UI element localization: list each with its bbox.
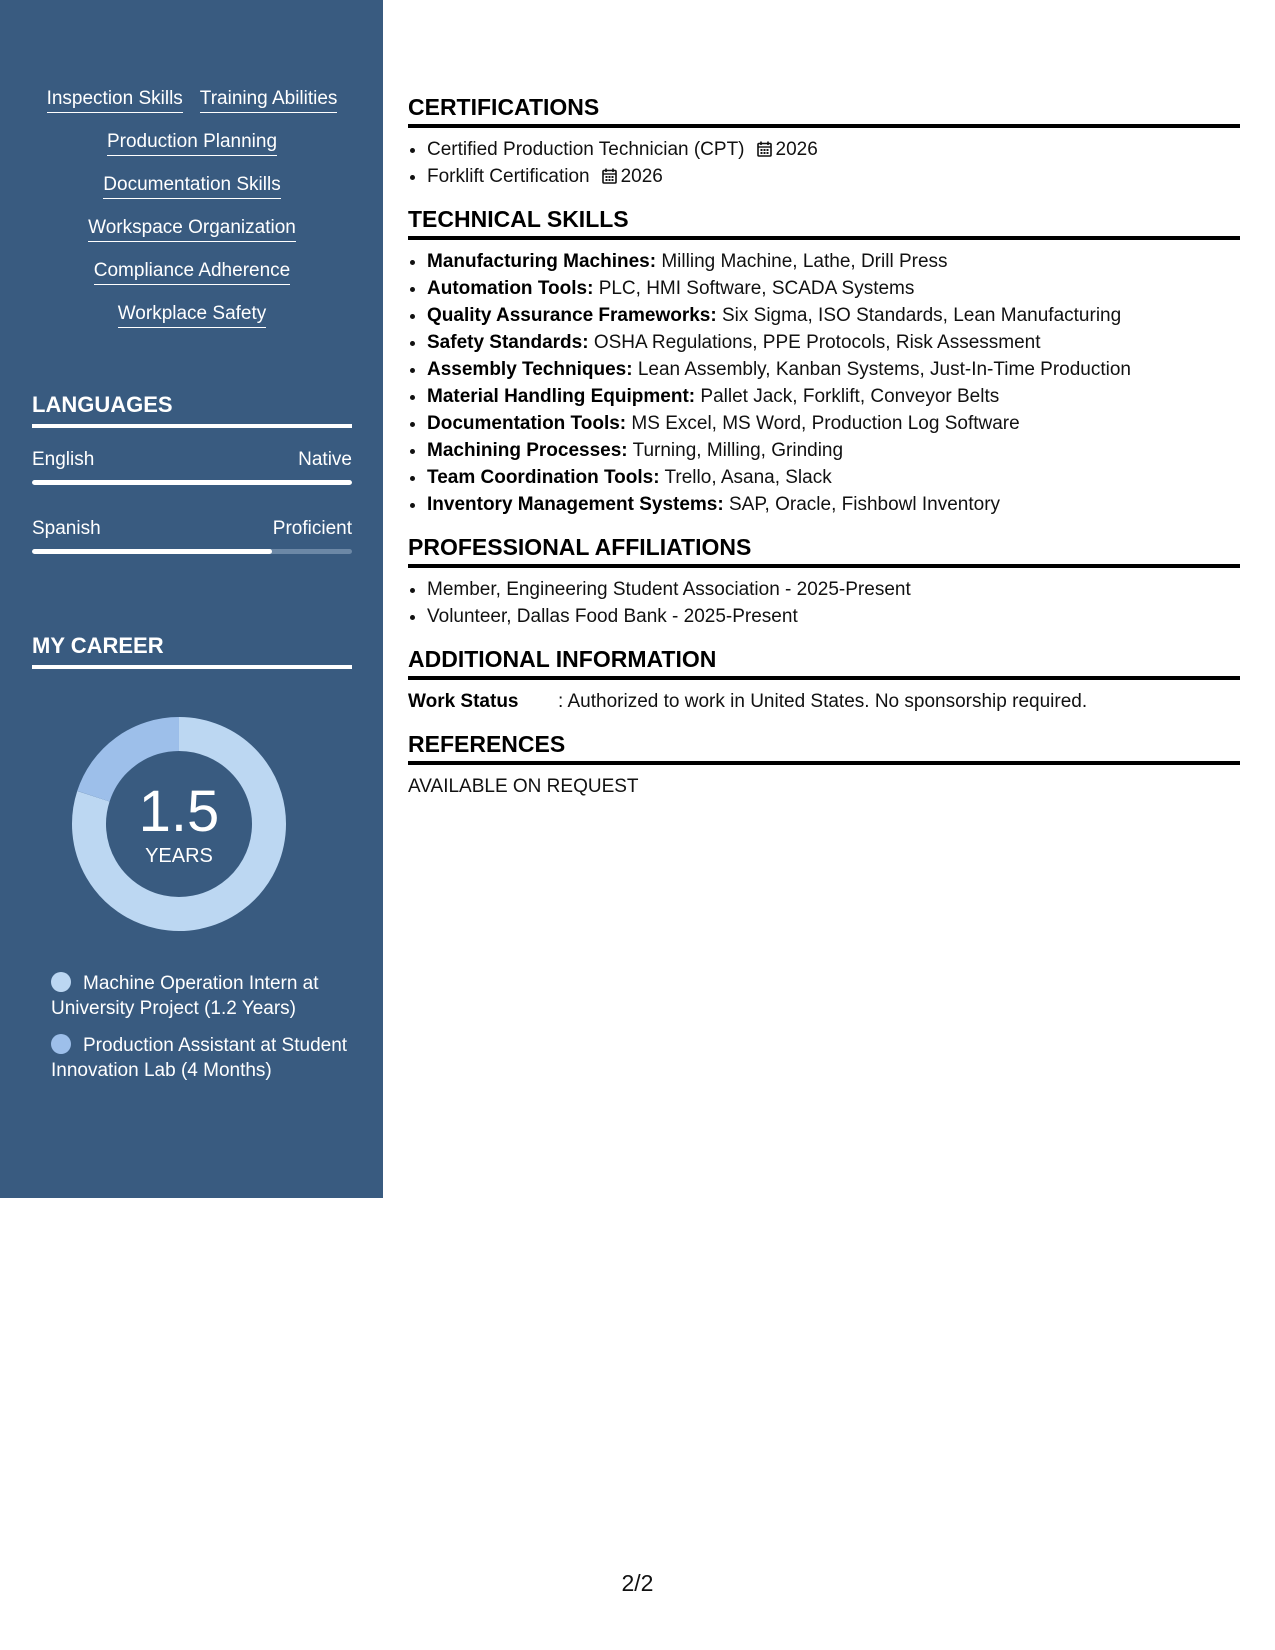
language-name: Spanish: [32, 518, 101, 539]
work-status-value: : Authorized to work in United States. No sponsorship required.: [558, 691, 1088, 712]
skill-category: Material Handling Equipment:: [427, 386, 696, 407]
calendar-icon: [757, 141, 772, 157]
language-level: Proficient: [272, 518, 352, 539]
references-text: AVAILABLE ON REQUEST: [408, 776, 639, 797]
language-name: English: [32, 449, 95, 470]
language-bar-fill: [32, 549, 272, 554]
skill-category: Team Coordination Tools:: [427, 467, 660, 488]
skill-category: Quality Assurance Frameworks:: [427, 305, 717, 326]
career-dot-icon: [51, 972, 71, 992]
skill-tag[interactable]: Workspace Organization: [88, 217, 296, 242]
skill-category: Machining Processes:: [427, 440, 628, 461]
career-heading: MY CAREER: [32, 633, 352, 669]
certifications-list: [408, 136, 1240, 190]
skill-values: SAP, Oracle, Fishbowl Inventory: [728, 494, 1001, 515]
affiliations-list: [408, 576, 1240, 630]
affiliations-heading: PROFESSIONAL AFFILIATIONS: [408, 534, 1240, 568]
technical-skills-heading: TECHNICAL SKILLS: [408, 206, 1240, 240]
language-bar-spanish: [32, 549, 352, 554]
affiliation-item: • Member, Engineering Student Association - 2025-Present: [427, 576, 1240, 603]
language-bar-fill: [32, 480, 352, 485]
certification-name: Certified Production Technician (CPT): [427, 139, 745, 160]
technical-skills-list: [408, 248, 1240, 518]
technical-skill-item: [427, 437, 1240, 464]
technical-skill-item: [427, 491, 1240, 518]
skill-tag[interactable]: Inspection Skills: [47, 88, 183, 113]
career-item-label: Machine Operation Intern at University Project (1.2 Years): [51, 973, 319, 1019]
skill-tag[interactable]: Workplace Safety: [118, 303, 267, 328]
skill-category: Safety Standards:: [427, 332, 589, 353]
career-donut: [66, 711, 292, 937]
certifications-section: [408, 94, 1240, 190]
calendar-icon: [602, 168, 617, 184]
skill-values: Trello, Asana, Slack: [664, 467, 832, 488]
career-list: [51, 971, 351, 1095]
language-row-spanish: [32, 518, 352, 540]
skill-values: Turning, Milling, Grinding: [632, 440, 844, 461]
affiliations-section: [408, 534, 1240, 630]
skill-values: PLC, HMI Software, SCADA Systems: [598, 278, 915, 299]
language-bar-english: [32, 480, 352, 485]
references-section: [408, 731, 1240, 800]
career-donut-center: [66, 711, 292, 937]
sidebar: [0, 0, 383, 1198]
technical-skill-item: [427, 329, 1240, 356]
skill-tag[interactable]: Compliance Adherence: [94, 260, 290, 285]
career-dot-icon: [51, 1034, 71, 1054]
career-item: [51, 1033, 351, 1083]
skill-values: MS Excel, MS Word, Production Log Software: [631, 413, 1020, 434]
page-number: 2/2: [621, 1570, 654, 1596]
skill-values: OSHA Regulations, PPE Protocols, Risk Assessment: [593, 332, 1041, 353]
main-content: [408, 94, 1240, 816]
career-item-label: Production Assistant at Student Innovation Lab (4 Months): [51, 1035, 348, 1081]
skill-category: Assembly Techniques:: [427, 359, 633, 380]
skill-values: Lean Assembly, Kanban Systems, Just-In-Time Production: [637, 359, 1131, 380]
technical-skill-item: [427, 410, 1240, 437]
skill-tags: [32, 88, 352, 328]
skill-values: Six Sigma, ISO Standards, Lean Manufacturing: [721, 305, 1122, 326]
technical-skill-item: [427, 356, 1240, 383]
skill-category: Inventory Management Systems:: [427, 494, 724, 515]
skill-values: Milling Machine, Lathe, Drill Press: [661, 251, 948, 272]
skill-tag[interactable]: Production Planning: [107, 131, 277, 156]
work-status-row: [408, 688, 1240, 715]
skill-tag[interactable]: Documentation Skills: [103, 174, 280, 199]
career-item: [51, 971, 351, 1021]
language-row-english: [32, 449, 352, 471]
certification-item: [427, 136, 1240, 163]
additional-info-section: [408, 646, 1240, 715]
certification-item: [427, 163, 1240, 190]
technical-skill-item: [427, 275, 1240, 302]
skill-category: Manufacturing Machines:: [427, 251, 657, 272]
skill-tag[interactable]: Training Abilities: [200, 88, 338, 113]
technical-skills-section: [408, 206, 1240, 518]
additional-info-heading: ADDITIONAL INFORMATION: [408, 646, 1240, 680]
certifications-heading: CERTIFICATIONS: [408, 94, 1240, 128]
languages-heading: LANGUAGES: [32, 392, 352, 428]
skill-values: Pallet Jack, Forklift, Conveyor Belts: [700, 386, 1000, 407]
work-status-label: Work Status: [408, 691, 519, 712]
technical-skill-item: [427, 383, 1240, 410]
references-heading: REFERENCES: [408, 731, 1240, 765]
career-total-value: 1.5: [138, 778, 220, 844]
certification-name: Forklift Certification: [427, 166, 590, 187]
affiliation-item: • Volunteer, Dallas Food Bank - 2025-Present: [427, 603, 1240, 630]
technical-skill-item: [427, 464, 1240, 491]
skill-category: Documentation Tools:: [427, 413, 627, 434]
technical-skill-item: [427, 248, 1240, 275]
certification-year: 2026: [775, 139, 818, 160]
certification-year: 2026: [620, 166, 663, 187]
technical-skill-item: [427, 302, 1240, 329]
career-total-unit: YEARS: [145, 844, 213, 867]
language-level: Native: [298, 449, 352, 470]
skill-category: Automation Tools:: [427, 278, 594, 299]
